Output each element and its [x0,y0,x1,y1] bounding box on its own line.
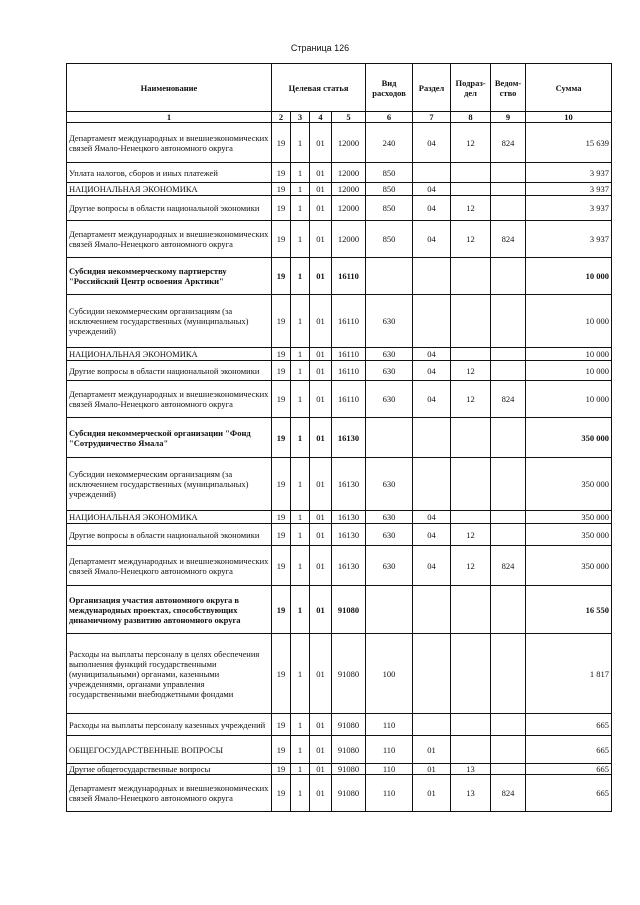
row-sum-cell: 3 937 [526,163,612,183]
row-code-cell [413,295,451,348]
row-code-cell [491,418,526,458]
row-sum-cell: 665 [526,736,612,764]
row-code-cell: 12 [451,361,491,381]
row-code-cell: 01 [310,258,332,295]
header-section: Раздел [413,64,451,112]
row-code-cell: 824 [491,546,526,586]
row-code-cell: 1 [291,524,310,546]
row-code-cell: 91080 [332,586,366,634]
row-code-cell: 01 [310,221,332,258]
row-code-cell: 12000 [332,163,366,183]
row-code-cell [491,764,526,775]
row-code-cell: 630 [366,381,413,418]
row-sum-cell: 10 000 [526,361,612,381]
row-code-cell: 824 [491,775,526,812]
row-code-cell: 19 [272,183,291,196]
row-code-cell [491,196,526,221]
row-name-cell: Департамент международных и внешнеэкономических связей Ямало-Ненецкого автономного округа [67,381,272,418]
row-code-cell: 12 [451,123,491,163]
row-code-cell: 01 [310,764,332,775]
row-code-cell [413,418,451,458]
row-code-cell: 01 [413,764,451,775]
row-code-cell: 1 [291,764,310,775]
row-code-cell: 01 [310,163,332,183]
row-code-cell: 01 [310,736,332,764]
table-row [67,714,612,736]
table-row [67,348,612,361]
row-code-cell: 19 [272,458,291,511]
table-row [67,458,612,511]
table-row [67,221,612,258]
row-sum-cell: 3 937 [526,221,612,258]
row-name-cell: Расходы на выплаты персоналу в целях обеспечения выполнения функций государственными (муниципальными) органами, казенными учреждениями, органами управления государственными внебюджетными фондами [67,634,272,714]
row-code-cell [413,163,451,183]
row-code-cell: 13 [451,764,491,775]
row-code-cell: 01 [310,634,332,714]
row-code-cell: 1 [291,546,310,586]
row-code-cell: 16130 [332,418,366,458]
row-code-cell: 01 [310,714,332,736]
row-code-cell [366,586,413,634]
table-row [67,546,612,586]
row-code-cell: 04 [413,511,451,524]
row-code-cell: 16130 [332,546,366,586]
row-code-cell: 19 [272,258,291,295]
row-code-cell: 12000 [332,183,366,196]
row-code-cell: 1 [291,458,310,511]
row-code-cell: 1 [291,736,310,764]
row-code-cell: 01 [310,775,332,812]
row-code-cell [491,361,526,381]
row-code-cell: 110 [366,764,413,775]
row-code-cell: 100 [366,634,413,714]
row-code-cell: 630 [366,361,413,381]
table-row [67,196,612,221]
row-code-cell: 240 [366,123,413,163]
row-code-cell [451,714,491,736]
row-code-cell: 1 [291,163,310,183]
table-row [67,524,612,546]
column-number-row [67,112,612,123]
row-code-cell: 1 [291,295,310,348]
row-code-cell: 19 [272,524,291,546]
row-sum-cell: 10 000 [526,381,612,418]
table-row [67,634,612,714]
row-code-cell: 1 [291,775,310,812]
row-name-cell: НАЦИОНАЛЬНАЯ ЭКОНОМИКА [67,183,272,196]
row-name-cell: Субсидия некоммерческому партнерству "Российский Центр освоения Арктики" [67,258,272,295]
row-name-cell: Расходы на выплаты персоналу казенных учреждений [67,714,272,736]
row-code-cell: 91080 [332,764,366,775]
row-code-cell: 01 [310,361,332,381]
row-name-cell: Организация участия автономного округа в международных проектах, способствующих динамичному развитию автономного округа [67,586,272,634]
row-code-cell: 630 [366,458,413,511]
row-code-cell [491,586,526,634]
row-code-cell: 850 [366,163,413,183]
row-code-cell [413,714,451,736]
row-code-cell [366,258,413,295]
row-code-cell: 630 [366,295,413,348]
table-row [67,511,612,524]
row-code-cell [491,258,526,295]
row-sum-cell: 10 000 [526,295,612,348]
row-code-cell: 19 [272,295,291,348]
row-code-cell: 13 [451,775,491,812]
row-code-cell: 630 [366,524,413,546]
row-name-cell: Субсидия некоммерческой организации "Фонд "Сотрудничество Ямала" [67,418,272,458]
row-code-cell [366,418,413,458]
row-code-cell: 850 [366,221,413,258]
row-code-cell: 824 [491,221,526,258]
row-name-cell: Департамент международных и внешнеэкономических связей Ямало-Ненецкого автономного округа [67,775,272,812]
row-code-cell: 1 [291,258,310,295]
row-code-cell [491,524,526,546]
row-code-cell: 1 [291,511,310,524]
row-code-cell [413,458,451,511]
row-code-cell: 850 [366,196,413,221]
row-code-cell: 19 [272,736,291,764]
row-code-cell: 01 [310,295,332,348]
column-number: 4 [310,112,332,123]
row-code-cell: 01 [310,418,332,458]
row-code-cell [491,348,526,361]
row-code-cell: 1 [291,348,310,361]
row-sum-cell: 665 [526,714,612,736]
row-code-cell: 19 [272,348,291,361]
row-code-cell [413,586,451,634]
row-code-cell: 04 [413,361,451,381]
row-name-cell: Субсидии некоммерческим организациям (за исключением государственных (муниципальных) учреждений) [67,295,272,348]
row-code-cell: 01 [310,458,332,511]
row-code-cell: 16110 [332,348,366,361]
row-code-cell: 1 [291,221,310,258]
table-row [67,418,612,458]
row-name-cell: Другие вопросы в области национальной экономики [67,196,272,221]
row-code-cell: 16110 [332,361,366,381]
row-code-cell: 01 [310,196,332,221]
table-row [67,764,612,775]
header-target: Целевая статья [272,64,366,112]
row-code-cell: 04 [413,524,451,546]
row-code-cell [451,418,491,458]
row-code-cell: 19 [272,196,291,221]
row-code-cell: 110 [366,714,413,736]
row-code-cell: 1 [291,183,310,196]
row-code-cell [451,458,491,511]
row-name-cell: Департамент международных и внешнеэкономических связей Ямало-Ненецкого автономного округа [67,221,272,258]
row-code-cell: 16130 [332,511,366,524]
row-code-cell: 824 [491,381,526,418]
row-code-cell [451,511,491,524]
table-row [67,775,612,812]
row-sum-cell: 3 937 [526,196,612,221]
row-name-cell: Другие общегосударственные вопросы [67,764,272,775]
row-code-cell: 91080 [332,634,366,714]
table-row [67,183,612,196]
row-code-cell: 19 [272,634,291,714]
row-code-cell: 110 [366,736,413,764]
column-number: 10 [526,112,612,123]
row-code-cell: 04 [413,381,451,418]
row-sum-cell: 350 000 [526,458,612,511]
table-row [67,361,612,381]
row-code-cell: 19 [272,123,291,163]
row-code-cell: 16110 [332,381,366,418]
row-sum-cell: 665 [526,775,612,812]
header-kind: Вид расходов [366,64,413,112]
column-number: 9 [491,112,526,123]
row-code-cell: 19 [272,361,291,381]
page-label: Страница 126 [290,43,350,53]
header-sum: Сумма [526,64,612,112]
row-code-cell [413,634,451,714]
row-code-cell [491,714,526,736]
row-code-cell: 1 [291,586,310,634]
row-code-cell [491,634,526,714]
row-code-cell: 12000 [332,123,366,163]
row-code-cell: 19 [272,381,291,418]
table-row [67,258,612,295]
row-code-cell: 1 [291,381,310,418]
row-code-cell: 12000 [332,196,366,221]
column-number: 6 [366,112,413,123]
row-code-cell: 1 [291,196,310,221]
row-code-cell: 12 [451,381,491,418]
header-name: Наименование [67,64,272,112]
table-row [67,163,612,183]
row-code-cell: 1 [291,418,310,458]
row-code-cell: 824 [491,123,526,163]
row-code-cell [491,295,526,348]
row-code-cell [451,295,491,348]
row-code-cell: 19 [272,221,291,258]
row-code-cell [491,458,526,511]
row-sum-cell: 15 639 [526,123,612,163]
row-sum-cell: 350 000 [526,511,612,524]
row-code-cell: 04 [413,183,451,196]
row-code-cell [451,258,491,295]
column-number: 5 [332,112,366,123]
header-subsection: Подраз-дел [451,64,491,112]
row-code-cell: 850 [366,183,413,196]
budget-table [66,63,612,812]
row-code-cell: 01 [310,511,332,524]
row-code-cell: 1 [291,123,310,163]
row-code-cell: 19 [272,511,291,524]
row-sum-cell: 10 000 [526,258,612,295]
row-code-cell: 12 [451,524,491,546]
column-number: 3 [291,112,310,123]
table-row [67,586,612,634]
column-number: 1 [67,112,272,123]
row-sum-cell: 350 000 [526,546,612,586]
row-code-cell: 19 [272,418,291,458]
row-name-cell: НАЦИОНАЛЬНАЯ ЭКОНОМИКА [67,511,272,524]
row-code-cell: 110 [366,775,413,812]
row-code-cell: 19 [272,586,291,634]
row-code-cell: 19 [272,764,291,775]
row-code-cell: 01 [413,736,451,764]
row-code-cell: 16110 [332,295,366,348]
row-code-cell: 01 [310,586,332,634]
row-code-cell: 12 [451,546,491,586]
header-department: Ведом-ство [491,64,526,112]
row-code-cell: 01 [310,546,332,586]
row-name-cell: Другие вопросы в области национальной экономики [67,361,272,381]
row-code-cell [491,183,526,196]
row-code-cell: 04 [413,546,451,586]
row-name-cell: Уплата налогов, сборов и иных платежей [67,163,272,183]
row-code-cell: 04 [413,123,451,163]
row-code-cell [451,163,491,183]
row-code-cell [491,163,526,183]
table-row [67,123,612,163]
row-name-cell: Субсидии некоммерческим организациям (за исключением государственных (муниципальных) учреждений) [67,458,272,511]
row-name-cell: НАЦИОНАЛЬНАЯ ЭКОНОМИКА [67,348,272,361]
row-code-cell: 04 [413,221,451,258]
row-code-cell: 01 [310,524,332,546]
row-code-cell: 19 [272,775,291,812]
row-code-cell: 12000 [332,221,366,258]
table-row [67,736,612,764]
row-sum-cell: 350 000 [526,418,612,458]
row-code-cell [451,634,491,714]
row-code-cell [451,586,491,634]
row-code-cell: 1 [291,634,310,714]
row-code-cell: 04 [413,348,451,361]
row-sum-cell: 1 817 [526,634,612,714]
row-code-cell: 1 [291,714,310,736]
row-code-cell: 16130 [332,458,366,511]
row-code-cell [491,511,526,524]
row-name-cell: Другие вопросы в области национальной экономики [67,524,272,546]
row-name-cell: Департамент международных и внешнеэкономических связей Ямало-Ненецкого автономного округа [67,546,272,586]
row-code-cell: 12 [451,221,491,258]
row-code-cell: 01 [310,381,332,418]
row-code-cell: 630 [366,511,413,524]
row-code-cell [491,736,526,764]
row-code-cell: 01 [413,775,451,812]
row-sum-cell: 350 000 [526,524,612,546]
row-code-cell: 91080 [332,714,366,736]
row-code-cell: 01 [310,348,332,361]
row-code-cell: 630 [366,348,413,361]
row-name-cell: Департамент международных и внешнеэкономических связей Ямало-Ненецкого автономного округа [67,123,272,163]
row-code-cell: 91080 [332,775,366,812]
row-code-cell: 16110 [332,258,366,295]
column-number: 2 [272,112,291,123]
row-code-cell: 12 [451,196,491,221]
row-code-cell: 19 [272,163,291,183]
row-name-cell: ОБЩЕГОСУДАРСТВЕННЫЕ ВОПРОСЫ [67,736,272,764]
row-sum-cell: 10 000 [526,348,612,361]
row-sum-cell: 3 937 [526,183,612,196]
row-code-cell: 91080 [332,736,366,764]
table-row [67,381,612,418]
row-sum-cell: 16 550 [526,586,612,634]
row-code-cell: 04 [413,196,451,221]
row-code-cell: 630 [366,546,413,586]
column-number: 7 [413,112,451,123]
row-code-cell [413,258,451,295]
row-code-cell: 19 [272,714,291,736]
column-number: 8 [451,112,491,123]
table-row [67,295,612,348]
row-sum-cell: 665 [526,764,612,775]
row-code-cell: 01 [310,123,332,163]
table-body [67,123,612,812]
row-code-cell [451,736,491,764]
row-code-cell: 01 [310,183,332,196]
row-code-cell [451,183,491,196]
row-code-cell [451,348,491,361]
row-code-cell: 16130 [332,524,366,546]
row-code-cell: 19 [272,546,291,586]
row-code-cell: 1 [291,361,310,381]
